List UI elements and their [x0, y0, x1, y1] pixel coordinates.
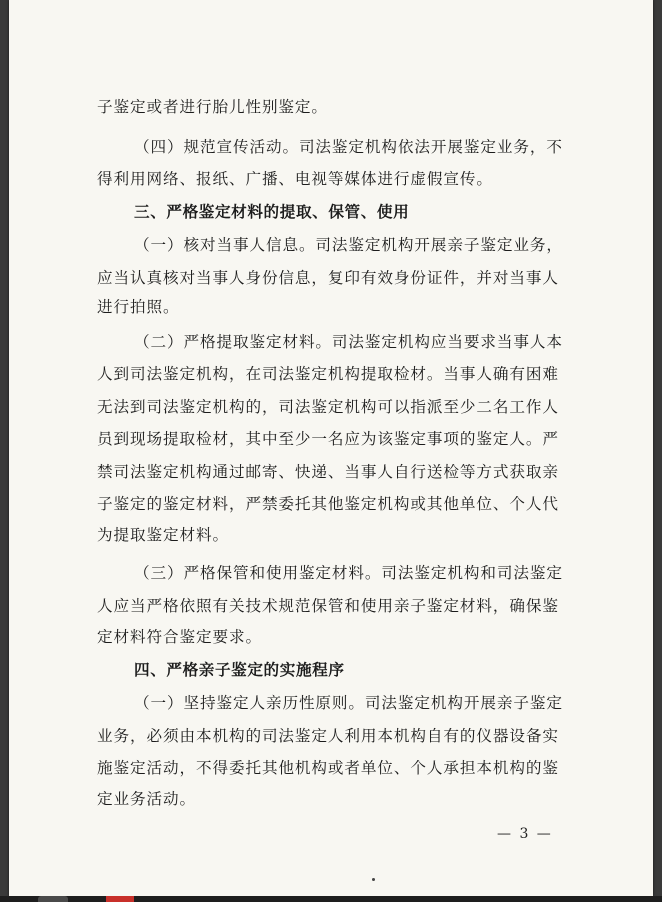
- text-line-8: （二）严格提取鉴定材料。司法鉴定机构应当要求当事人本: [134, 333, 563, 351]
- text-line-10: 无法到司法鉴定机构的，司法鉴定机构可以指派至少二名工作人: [97, 398, 559, 416]
- text-line-16: 人应当严格依照有关技术规范保管和使用亲子鉴定材料，确保鉴: [97, 597, 559, 615]
- text-line-17: 定材料符合鉴定要求。: [97, 628, 262, 646]
- document-page: [9, 0, 653, 896]
- text-line-1: 子鉴定或者进行胎儿性别鉴定。: [97, 98, 328, 116]
- scan-speck: [372, 878, 375, 881]
- text-line-2: （四）规范宣传活动。司法鉴定机构依法开展鉴定业务，不: [134, 138, 563, 156]
- text-line-13: 子鉴定的鉴定材料，严禁委托其他鉴定机构或其他单位、个人代: [97, 495, 559, 513]
- taskbar-app-icon[interactable]: [38, 896, 68, 902]
- text-line-19: （一）坚持鉴定人亲历性原则。司法鉴定机构开展亲子鉴定: [134, 694, 563, 712]
- text-line-9: 人到司法鉴定机构，在司法鉴定机构提取检材。当事人确有困难: [97, 365, 559, 383]
- text-line-5: （一）核对当事人信息。司法鉴定机构开展亲子鉴定业务，: [134, 236, 563, 254]
- text-line-22: 定业务活动。: [97, 790, 196, 808]
- text-line-15: （三）严格保管和使用鉴定材料。司法鉴定机构和司法鉴定: [134, 564, 563, 582]
- text-line-12: 禁司法鉴定机构通过邮寄、快递、当事人自行送检等方式获取亲: [97, 463, 559, 481]
- section-heading-3: 三、严格鉴定材料的提取、保管、使用: [134, 203, 410, 221]
- page-number: — 3 —: [497, 826, 553, 842]
- section-heading-4: 四、严格亲子鉴定的实施程序: [134, 661, 345, 679]
- text-line-6: 应当认真核对当事人身份信息，复印有效身份证件，并对当事人: [97, 269, 559, 287]
- text-line-7: 进行拍照。: [97, 298, 180, 316]
- text-line-11: 员到现场提取检材，其中至少一名应为该鉴定事项的鉴定人。严: [97, 430, 559, 448]
- taskbar-app-red-icon[interactable]: [106, 896, 134, 902]
- text-line-3: 得利用网络、报纸、广播、电视等媒体进行虚假宣传。: [97, 170, 493, 188]
- taskbar: [0, 896, 662, 902]
- text-line-21: 施鉴定活动，不得委托其他机构或者单位、个人承担本机构的鉴: [97, 759, 559, 777]
- text-line-20: 业务，必须由本机构的司法鉴定人利用本机构自有的仪器设备实: [97, 727, 559, 745]
- text-line-14: 为提取鉴定材料。: [97, 526, 229, 544]
